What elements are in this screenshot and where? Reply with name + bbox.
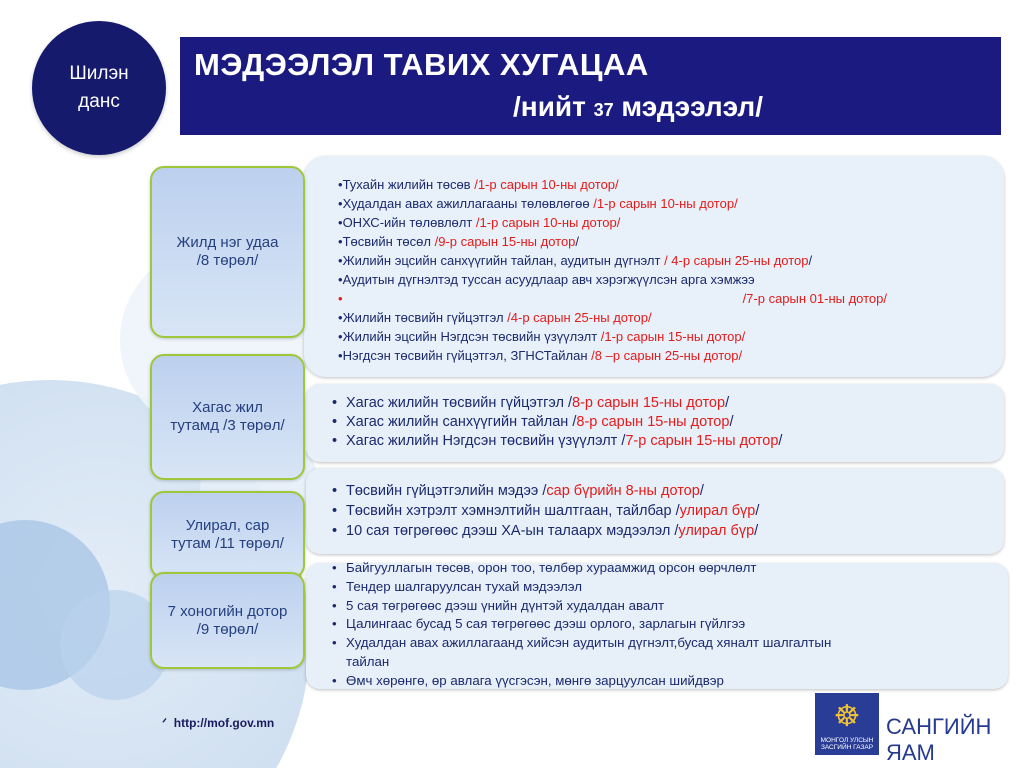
subtitle-number: 37 xyxy=(593,100,614,120)
subtitle-suffix: мэдээлэл/ xyxy=(613,91,763,122)
subtitle-prefix: /нийт xyxy=(513,91,594,122)
list-item: • Төсвийн гүйцэтгэлийн мэдээ /сар бүрийн 8-ны дотор/ xyxy=(332,481,759,501)
weekly-items-list xyxy=(332,559,831,691)
list-item: • Жилийн эцсийн санхүүгийн тайлан, аудитын дүгнэлт / 4-р сарын 25-ны дотор/ xyxy=(338,251,887,270)
emblem-caption: МОНГОЛ УЛСЫН ЗАСГИЙН ГАЗАР xyxy=(820,737,874,751)
category-half-year xyxy=(150,354,305,480)
quarterly-items-list xyxy=(332,481,759,541)
list-item: • ОНХС-ийн төлөвлөлт /1-р сарын 10-ны дотор/ xyxy=(338,213,887,232)
list-item: • 10 сая төгрөгөөс дээш ХА-ын талаарх мэдээлэл /улирал бүр/ xyxy=(332,521,759,541)
category-label: Хагас жил xyxy=(192,399,263,416)
category-quarterly xyxy=(150,491,305,579)
half-year-items-list xyxy=(332,394,782,451)
list-item: • 5 сая төгрөгөөс дээш үнийн дүнтэй худалдан авалт xyxy=(332,597,831,616)
category-count: тутамд /3 төрөл/ xyxy=(170,417,285,434)
list-item: • Хагас жилийн төсвийн гүйцэтгэл /8-р сарын 15-ны дотор/ xyxy=(332,394,782,413)
list-item: • Хагас жилийн Нэгдсэн төсвийн үзүүлэлт /7-р сарын 15-ны дотор/ xyxy=(332,432,782,451)
list-item: • /7-р сарын 01-ны дотор/ xyxy=(338,291,888,306)
list-item: • Байгууллагын төсөв, орон тоо, төлбөр хураамжид орсон өөрчлөлт xyxy=(332,559,831,578)
ministry-name: САНГИЙН ЯАМ xyxy=(886,714,992,765)
list-item: • Тухайн жилийн төсөв /1-р сарын 10-ны дотор/ xyxy=(338,175,887,194)
category-label: Улирал, сар xyxy=(185,517,270,534)
list-item: • Худалдан авах ажиллагааны төлөвлөгөө /1-р сарын 10-ны дотор/ xyxy=(338,194,887,213)
list-item: • Нэгдсэн төсвийн гүйцэтгэл, ЗГНСТайлан /8 –р сарын 25-ны дотор/ xyxy=(338,346,887,365)
category-count: тутам /11 төрөл/ xyxy=(171,535,284,552)
url-bullet: ᐟ xyxy=(162,716,168,730)
soyombo-icon: ☸ xyxy=(833,700,861,733)
badge-line-2: данс xyxy=(78,91,120,112)
list-item: • Төсвийн төсөл /9-р сарын 15-ны дотор/ xyxy=(338,232,887,251)
category-weekly xyxy=(150,572,305,669)
page-subtitle xyxy=(513,91,763,123)
website-link[interactable]: ᐟ http://mof.gov.mn xyxy=(162,716,275,730)
transparency-badge xyxy=(32,21,166,155)
list-item: • Жилийн эцсийн Нэгдсэн төсвийн үзүүлэлт /1-р сарын 15-ны дотор/ xyxy=(338,327,887,346)
list-item: • Тендер шалгаруулсан тухай мэдээлэл xyxy=(332,578,831,597)
list-item: • Цалингаас бусад 5 сая төгрөгөөс дээш орлого, зарлагын гүйлгээ xyxy=(332,615,831,634)
list-item: • Хагас жилийн санхүүгийн тайлан /8-р сарын 15-ны дотор/ xyxy=(332,413,782,432)
category-count: /8 төрөл/ xyxy=(196,252,259,269)
page-title: МЭДЭЭЛЭЛ ТАВИХ ХУГАЦАА xyxy=(194,47,649,82)
category-label: Жилд нэг удаа xyxy=(176,234,279,251)
annual-items-list xyxy=(338,175,887,365)
list-item: • Аудитын дүгнэлтэд туссан асуудлаар авч хэрэгжүүлсэн арга хэмжээ xyxy=(338,270,887,289)
badge-line-1: Шилэн xyxy=(69,63,129,84)
list-item: • Жилийн төсвийн гүйцэтгэл /4-р сарын 25-ны дотор/ xyxy=(338,308,887,327)
government-emblem-logo xyxy=(815,693,879,755)
category-annual xyxy=(150,166,305,338)
category-label: 7 хоногийн дотор xyxy=(167,602,288,620)
list-item: • Худалдан авах ажиллагаанд хийсэн аудитын дүгнэлт,бусад хяналт шалгалтын тайлан xyxy=(332,634,831,672)
list-item: • Өмч хөрөнгө, өр авлага үүсгэсэн, мөнгө зарцуулсан шийдвэр xyxy=(332,672,831,691)
category-count: /9 төрөл/ xyxy=(196,620,259,638)
list-item: • Төсвийн хэтрэлт хэмнэлтийн шалтгаан, тайлбар /улирал бүр/ xyxy=(332,501,759,521)
title-bar xyxy=(180,37,1001,135)
